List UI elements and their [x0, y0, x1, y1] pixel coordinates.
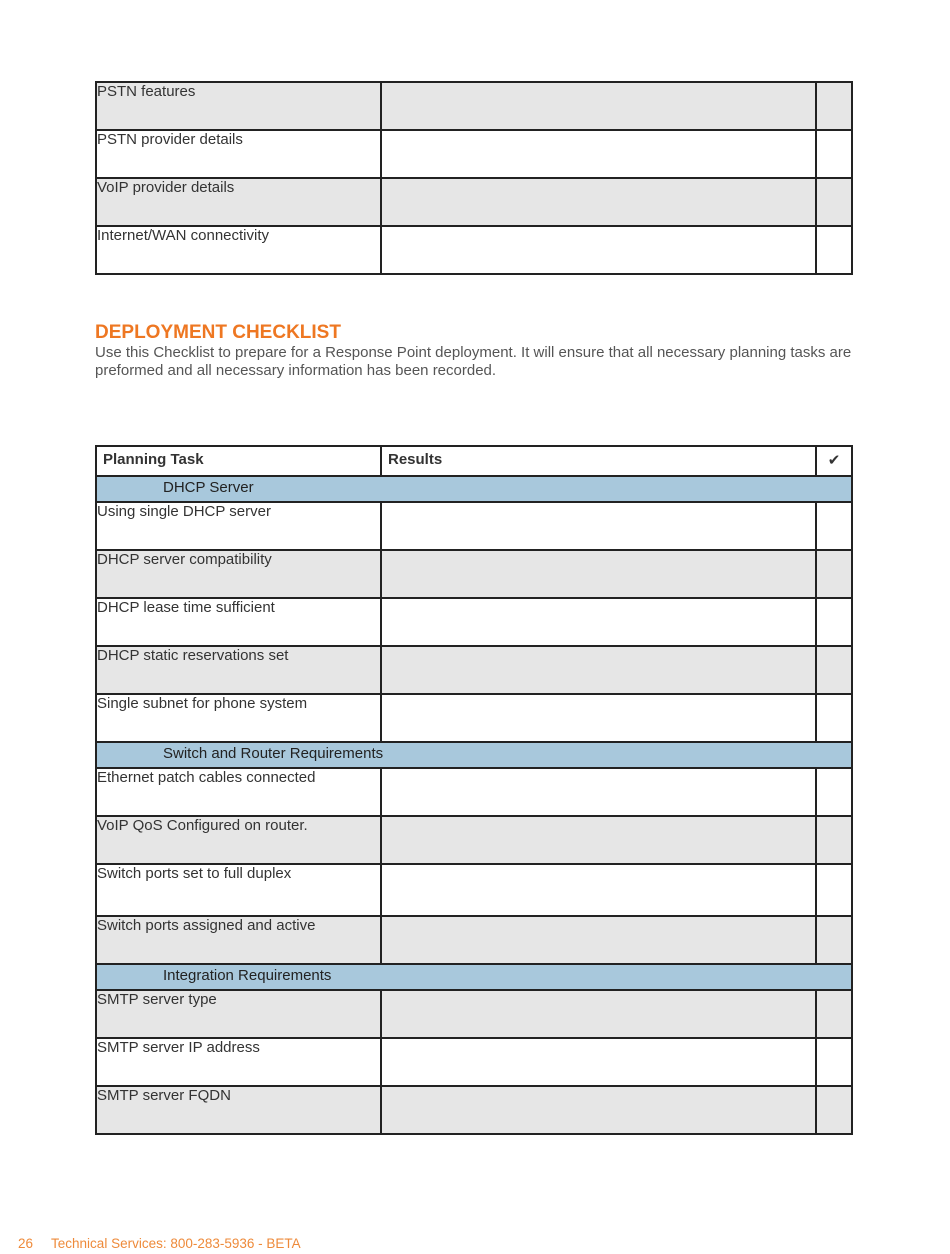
results-cell[interactable]	[381, 82, 816, 130]
row-label: Switch ports assigned and active	[96, 916, 381, 964]
results-cell[interactable]	[381, 768, 816, 816]
section-row-switch-router	[96, 742, 852, 768]
results-cell[interactable]	[381, 502, 816, 550]
row-label: PSTN provider details	[96, 130, 381, 178]
results-cell[interactable]	[381, 990, 816, 1038]
results-cell[interactable]	[381, 916, 816, 964]
section-label: Switch and Router Requirements	[96, 742, 852, 768]
top-table	[95, 81, 853, 275]
section-row-integration	[96, 964, 852, 990]
row-label: DHCP server compatibility	[96, 550, 381, 598]
section-row-dhcp	[96, 476, 852, 502]
table-row	[96, 82, 852, 130]
results-cell[interactable]	[381, 550, 816, 598]
row-label: PSTN features	[96, 82, 381, 130]
results-cell[interactable]	[381, 816, 816, 864]
results-cell[interactable]	[381, 130, 816, 178]
table-row	[96, 864, 852, 916]
check-cell[interactable]	[816, 816, 852, 864]
table-row	[96, 816, 852, 864]
row-label: Using single DHCP server	[96, 502, 381, 550]
row-label: SMTP server FQDN	[96, 1086, 381, 1134]
page-footer	[18, 1236, 301, 1251]
table-row	[96, 598, 852, 646]
row-label: Switch ports set to full duplex	[96, 864, 381, 916]
check-cell[interactable]	[816, 502, 852, 550]
checkmark-icon: ✔	[816, 446, 852, 476]
check-cell[interactable]	[816, 82, 852, 130]
row-label: Internet/WAN connectivity	[96, 226, 381, 274]
row-label: VoIP provider details	[96, 178, 381, 226]
section-title: DEPLOYMENT CHECKLIST	[95, 322, 341, 343]
row-label: DHCP static reservations set	[96, 646, 381, 694]
results-cell[interactable]	[381, 178, 816, 226]
table-row	[96, 550, 852, 598]
row-label: Ethernet patch cables connected	[96, 768, 381, 816]
table-row	[96, 502, 852, 550]
row-label: SMTP server IP address	[96, 1038, 381, 1086]
table-row	[96, 178, 852, 226]
results-cell[interactable]	[381, 598, 816, 646]
check-cell[interactable]	[816, 178, 852, 226]
check-cell[interactable]	[816, 916, 852, 964]
footer-text: Technical Services: 800-283-5936 - BETA	[51, 1236, 301, 1251]
row-label: SMTP server type	[96, 990, 381, 1038]
check-cell[interactable]	[816, 1086, 852, 1134]
table-row	[96, 916, 852, 964]
section-label: DHCP Server	[96, 476, 852, 502]
check-cell[interactable]	[816, 1038, 852, 1086]
table-row	[96, 1038, 852, 1086]
checklist-table	[95, 445, 853, 1135]
table-header	[96, 446, 852, 476]
row-label: Single subnet for phone system	[96, 694, 381, 742]
results-cell[interactable]	[381, 226, 816, 274]
check-cell[interactable]	[816, 990, 852, 1038]
check-cell[interactable]	[816, 226, 852, 274]
check-cell[interactable]	[816, 694, 852, 742]
table-row	[96, 768, 852, 816]
table-row	[96, 990, 852, 1038]
table-row	[96, 646, 852, 694]
results-cell[interactable]	[381, 1038, 816, 1086]
results-cell[interactable]	[381, 694, 816, 742]
check-cell[interactable]	[816, 550, 852, 598]
check-cell[interactable]	[816, 768, 852, 816]
intro-text: Use this Checklist to prepare for a Response Point deployment. It will ensure that all necessary planning tasks are preformed and all necessary information has been recorded.	[95, 344, 852, 379]
table-row	[96, 1086, 852, 1134]
results-cell[interactable]	[381, 646, 816, 694]
table-row	[96, 130, 852, 178]
table-row	[96, 694, 852, 742]
results-cell[interactable]	[381, 1086, 816, 1134]
header-results: Results	[381, 446, 816, 476]
header-task: Planning Task	[96, 446, 381, 476]
check-cell[interactable]	[816, 646, 852, 694]
section-label: Integration Requirements	[96, 964, 852, 990]
page-number: 26	[18, 1236, 34, 1251]
row-label: DHCP lease time sufficient	[96, 598, 381, 646]
results-cell[interactable]	[381, 864, 816, 916]
check-cell[interactable]	[816, 130, 852, 178]
check-cell[interactable]	[816, 864, 852, 916]
check-cell[interactable]	[816, 598, 852, 646]
table-row	[96, 226, 852, 274]
row-label: VoIP QoS Configured on router.	[96, 816, 381, 864]
